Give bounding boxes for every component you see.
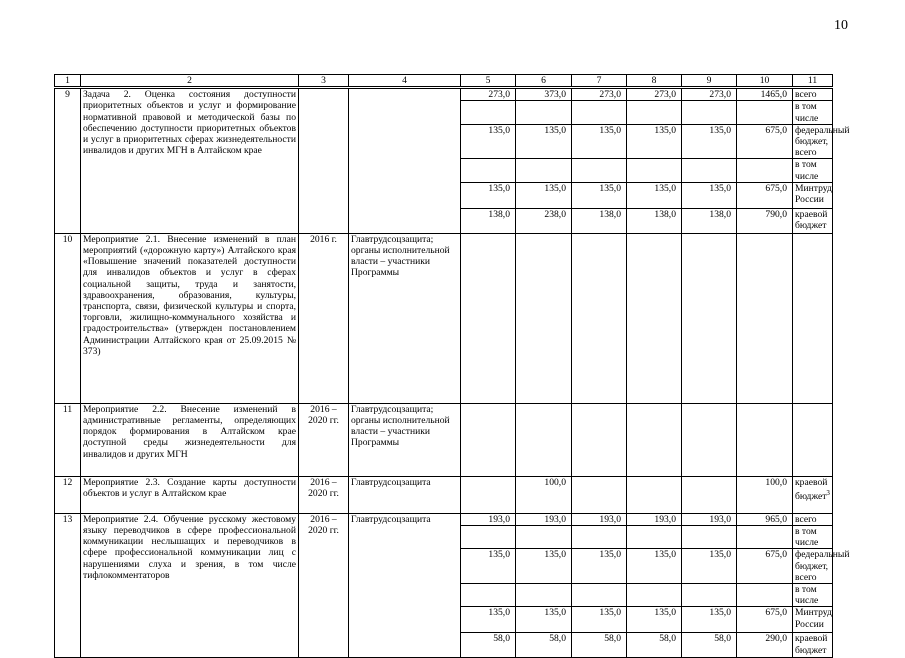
executor: Главтрудсоцзащита; органы исполнительной власти – участники Программы: [349, 403, 461, 476]
amount-cell: [737, 403, 793, 476]
table-row: [55, 233, 833, 403]
amount-cell: [737, 526, 793, 549]
amount-cell: [461, 526, 516, 549]
amount-cell: [682, 101, 737, 124]
amount-cell: [627, 403, 682, 476]
amount-cell: [627, 101, 682, 124]
amount-cell: 135,0: [516, 549, 572, 584]
column-number-4: 4: [349, 75, 461, 88]
funding-source: федеральный бюджет, всего: [793, 124, 833, 159]
amount-cell: [737, 233, 793, 403]
amount-cell: [682, 526, 737, 549]
amount-cell: 135,0: [461, 607, 516, 633]
executor: Главтрудсоцзащита: [349, 476, 461, 513]
amount-cell: [682, 233, 737, 403]
amount-cell: 135,0: [461, 124, 516, 159]
amount-cell: 135,0: [572, 182, 627, 208]
amount-cell: 135,0: [682, 607, 737, 633]
executor: Главтрудсоцзащита: [349, 513, 461, 658]
amount-cell: [737, 159, 793, 182]
amount-cell: 135,0: [516, 124, 572, 159]
row-number: 10: [55, 233, 81, 403]
amount-cell: [627, 233, 682, 403]
amount-cell: 58,0: [461, 633, 516, 658]
funding-source: [793, 233, 833, 403]
funding-source: [793, 476, 833, 513]
amount-cell: [572, 159, 627, 182]
amount-cell: [516, 159, 572, 182]
amount-cell: 138,0: [627, 208, 682, 233]
amount-cell: [461, 101, 516, 124]
amount-cell: 58,0: [682, 633, 737, 658]
funding-source: всего: [793, 88, 833, 101]
amount-cell: 58,0: [627, 633, 682, 658]
amount-cell: 100,0: [516, 476, 572, 513]
column-number-11: 11: [793, 75, 833, 88]
amount-cell: 138,0: [682, 208, 737, 233]
amount-cell: 135,0: [572, 607, 627, 633]
amount-cell: [572, 526, 627, 549]
column-number-2: 2: [81, 75, 299, 88]
activity-name: Задача 2. Оценка состояния доступности приоритетных объектов и услуг и формирование нормативной правовой и методической базы по обеспечению доступности приоритетных объектов и услуг в приоритетных сферах жизнедеятельности инвалидов и других МГН в Алтайском крае: [81, 88, 299, 234]
amount-cell: 238,0: [516, 208, 572, 233]
amount-cell: 193,0: [572, 513, 627, 525]
period: [299, 88, 349, 234]
column-number-6: 6: [516, 75, 572, 88]
amount-cell: 373,0: [516, 88, 572, 101]
funding-source-label: краевой бюджет: [795, 476, 828, 503]
amount-cell: 1465,0: [737, 88, 793, 101]
amount-cell: 193,0: [682, 513, 737, 525]
amount-cell: [627, 584, 682, 607]
amount-cell: 135,0: [572, 549, 627, 584]
amount-cell: [737, 584, 793, 607]
amount-cell: [461, 403, 516, 476]
amount-cell: 135,0: [627, 549, 682, 584]
amount-cell: 290,0: [737, 633, 793, 658]
amount-cell: 135,0: [627, 124, 682, 159]
amount-cell: [572, 233, 627, 403]
table-row: [55, 403, 833, 476]
amount-cell: 135,0: [682, 549, 737, 584]
amount-cell: [572, 403, 627, 476]
amount-cell: 675,0: [737, 124, 793, 159]
row-number: 13: [55, 513, 81, 658]
amount-cell: [737, 101, 793, 124]
amount-cell: 135,0: [682, 124, 737, 159]
amount-cell: 790,0: [737, 208, 793, 233]
table-row: [55, 513, 833, 525]
activity-name: Мероприятие 2.3. Создание карты доступности объектов и услуг в Алтайском крае: [81, 476, 299, 513]
column-number-7: 7: [572, 75, 627, 88]
amount-cell: 193,0: [516, 513, 572, 525]
funding-source: в том числе: [793, 101, 833, 124]
funding-source: Минтруд России: [793, 607, 833, 633]
table-row: [55, 88, 833, 101]
amount-cell: 273,0: [461, 88, 516, 101]
executor: [349, 88, 461, 234]
footnote-marker: 3: [826, 489, 830, 498]
activity-name: Мероприятие 2.4. Обучение русскому жестовому языку переводчиков в сфере профессиональной коммуникации неслышащих и переводчиков в сфере профессиональной коммуникации лиц с нарушениями слуха и зрения, в том числе тифлокомментаторов: [81, 513, 299, 658]
table-row: [55, 476, 833, 513]
row-number: 12: [55, 476, 81, 513]
amount-cell: 135,0: [461, 549, 516, 584]
amount-cell: 273,0: [572, 88, 627, 101]
amount-cell: [627, 159, 682, 182]
column-number-5: 5: [461, 75, 516, 88]
executor: Главтрудсоцзащита; органы исполнительной власти – участники Программы: [349, 233, 461, 403]
amount-cell: [682, 584, 737, 607]
page-number: 10: [834, 18, 848, 33]
amount-cell: 675,0: [737, 549, 793, 584]
amount-cell: 273,0: [682, 88, 737, 101]
amount-cell: [572, 476, 627, 513]
amount-cell: [627, 476, 682, 513]
amount-cell: 135,0: [627, 182, 682, 208]
amount-cell: [516, 526, 572, 549]
activity-name: Мероприятие 2.1. Внесение изменений в план мероприятий («дорожную карту») Алтайского края «Повышение значений показателей доступности для инвалидов объектов и услуг в сферах социальной защиты, труда и занятости, здравоохранения, образования, культуры, транспорта, связи, физической культуры и спорта, торговли, жилищно-коммунального хозяйства и градостроительства» (утвержден постановлением Администрации Алтайского края от 25.09.2015 № 373): [81, 233, 299, 403]
amount-cell: 135,0: [572, 124, 627, 159]
amount-cell: [461, 233, 516, 403]
period: 2016 г.: [299, 233, 349, 403]
amount-cell: 675,0: [737, 182, 793, 208]
amount-cell: 675,0: [737, 607, 793, 633]
column-number-1: 1: [55, 75, 81, 88]
amount-cell: 193,0: [627, 513, 682, 525]
row-number: 11: [55, 403, 81, 476]
funding-source: [793, 403, 833, 476]
amount-cell: [516, 233, 572, 403]
amount-cell: 135,0: [682, 182, 737, 208]
amount-cell: [682, 159, 737, 182]
amount-cell: [516, 101, 572, 124]
amount-cell: 193,0: [461, 513, 516, 525]
row-number: 9: [55, 88, 81, 234]
funding-source: в том числе: [793, 526, 833, 549]
funding-source: Минтруд России: [793, 182, 833, 208]
amount-cell: 58,0: [572, 633, 627, 658]
amount-cell: 135,0: [516, 182, 572, 208]
amount-cell: [572, 584, 627, 607]
amount-cell: 138,0: [572, 208, 627, 233]
funding-source: в том числе: [793, 159, 833, 182]
header-row: [55, 75, 833, 88]
amount-cell: 135,0: [627, 607, 682, 633]
amount-cell: [682, 476, 737, 513]
amount-cell: 135,0: [516, 607, 572, 633]
amount-cell: 58,0: [516, 633, 572, 658]
funding-source: всего: [793, 513, 833, 525]
period: 2016 – 2020 гг.: [299, 476, 349, 513]
activity-name: Мероприятие 2.2. Внесение изменений в административные регламенты, определяющих порядок формирования в Алтайском крае доступной среды жизнедеятельности для инвалидов и других МГН: [81, 403, 299, 476]
period: 2016 – 2020 гг.: [299, 513, 349, 658]
column-number-3: 3: [299, 75, 349, 88]
column-number-10: 10: [737, 75, 793, 88]
amount-cell: 135,0: [461, 182, 516, 208]
amount-cell: [572, 101, 627, 124]
amount-cell: [516, 584, 572, 607]
amount-cell: [627, 526, 682, 549]
column-number-8: 8: [627, 75, 682, 88]
funding-source: в том числе: [793, 584, 833, 607]
program-table: [54, 74, 850, 658]
amount-cell: [682, 403, 737, 476]
amount-cell: [516, 403, 572, 476]
amount-cell: [461, 159, 516, 182]
column-number-9: 9: [682, 75, 737, 88]
amount-cell: 100,0: [737, 476, 793, 513]
period: 2016 – 2020 гг.: [299, 403, 349, 476]
table-body: [55, 75, 850, 658]
amount-cell: [461, 476, 516, 513]
amount-cell: [461, 584, 516, 607]
amount-cell: 138,0: [461, 208, 516, 233]
amount-cell: 273,0: [627, 88, 682, 101]
funding-source: краевой бюджет: [793, 208, 833, 233]
funding-source: федеральный бюджет, всего: [793, 549, 833, 584]
funding-source: краевой бюджет: [793, 633, 833, 658]
amount-cell: 965,0: [737, 513, 793, 525]
